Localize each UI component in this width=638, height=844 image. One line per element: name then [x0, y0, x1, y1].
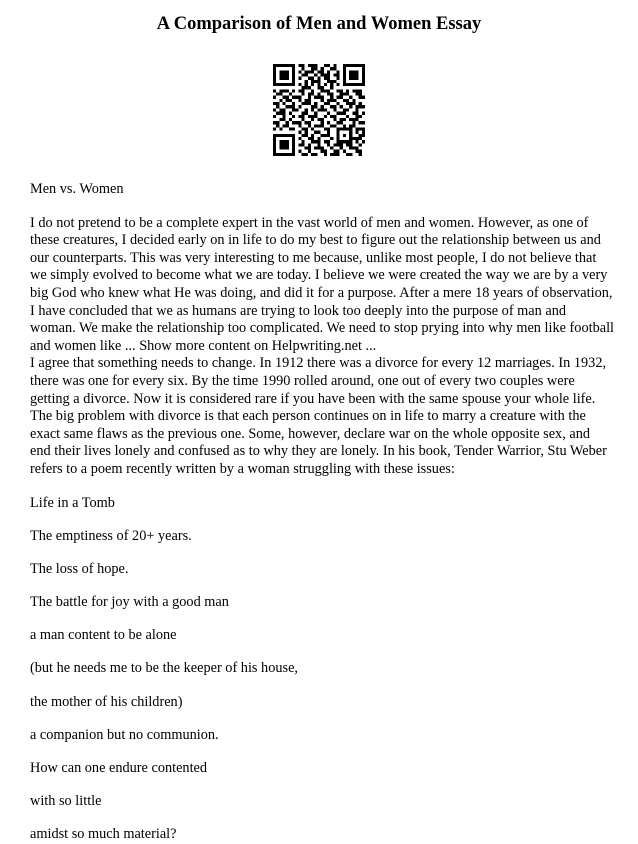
page-title: A Comparison of Men and Women Essay	[156, 14, 482, 34]
poem-line: the mother of his children)	[30, 693, 183, 710]
essay-heading: Men vs. Women	[30, 181, 124, 197]
poem-line: amidst so much material?	[30, 826, 177, 843]
poem-line: Life in a Tomb	[30, 494, 115, 511]
poem-line: with so little	[30, 793, 102, 810]
poem-line: a man content to be alone	[30, 627, 177, 644]
essay-body	[30, 181, 614, 844]
poem-line: a companion but no communion.	[30, 726, 219, 743]
poem-line: The battle for joy with a good man	[30, 594, 229, 611]
poem-line: The loss of hope.	[30, 560, 129, 577]
poem-line: (but he needs me to be the keeper of his house,	[30, 660, 298, 677]
poem-line: The emptiness of 20+ years.	[30, 527, 192, 544]
essay-paragraph: I agree that something needs to change. In 1912 there was a divorce for every 12 marriages. In 1932, there was one for every six. By the time 1990 rolled around, one out of every two couples were getting a divorce. Now it is considered rare if you have been with the same spouse your whole life. The big problem with divorce is that each person continues on in life to marry a creature with the exact same flaws as the previous one. Some, however, declare war on the whole opposite sex, and end their lives lonely and confused as to why they are lonely. In his book, Tender Warrior, Stu Weber refers to a poem recently written by a woman struggling with these issues:	[30, 355, 607, 477]
qr-code-icon	[273, 64, 365, 156]
essay-paragraph: I do not pretend to be a complete expert in the vast world of men and women. However, as one of these creatures, I decided early on in life to do my best to figure out the relationship between us and our counterparts. This was very interesting to me because, unlike most people, I do not believe that we simply evolved to become what we are today. I believe we were created the way we are by a very big God who knew what He was doing, and did it for a purpose. After a mere 18 years of observation, I have concluded that we as humans are trying to look too deeply into the purpose of man and woman. We make the relationship too complicated. We need to stop prying into why men like football and women like ... Show more content on Helpwriting.net ...	[30, 214, 615, 354]
poem-line: How can one endure contented	[30, 760, 208, 776]
